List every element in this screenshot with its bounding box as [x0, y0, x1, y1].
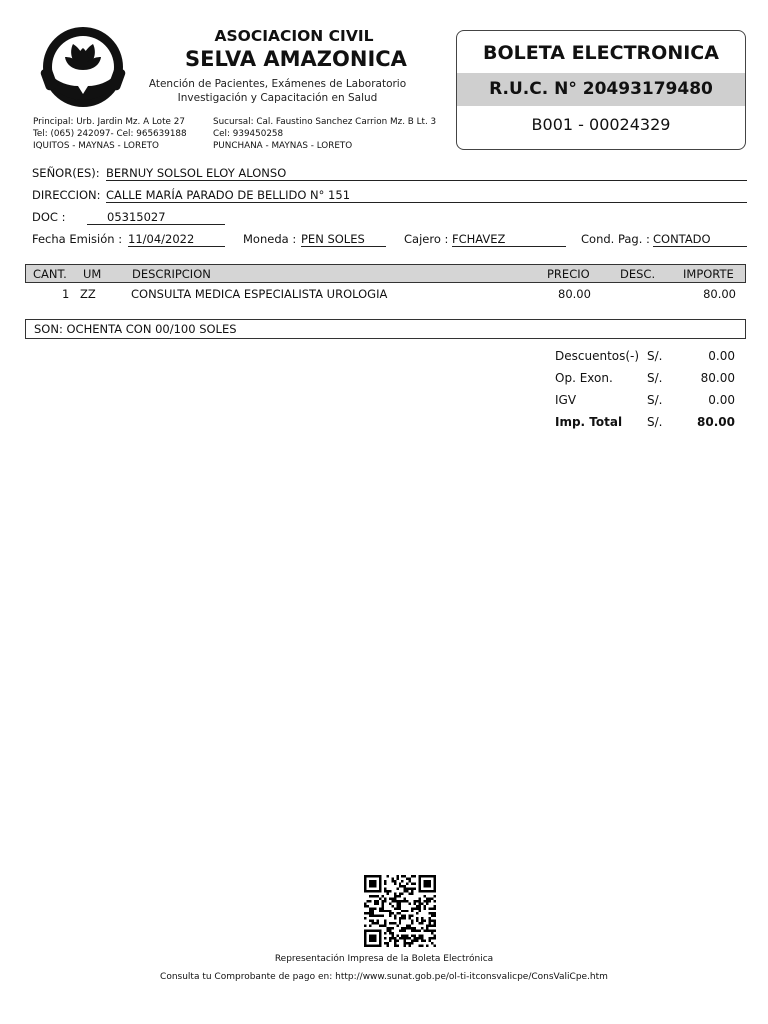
- fecha-value: 11/04/2022: [128, 232, 225, 247]
- total-value-op-exon: 80.00: [700, 371, 735, 385]
- amount-in-words-box: [25, 319, 746, 339]
- amount-in-words: SON: OCHENTA CON 00/100 SOLES: [34, 322, 237, 336]
- organization-tagline: [140, 77, 415, 105]
- totals-block: [550, 349, 740, 439]
- fecha-label: Fecha Emisión :: [32, 232, 123, 246]
- principal-address: [33, 116, 187, 152]
- total-value-imp-total: 80.00: [697, 415, 735, 429]
- cajero-label: Cajero :: [404, 232, 449, 246]
- row-descripcion: CONSULTA MEDICA ESPECIALISTA UROLOGIA: [131, 287, 388, 301]
- document-id-box: [456, 30, 746, 150]
- row-precio: 80.00: [558, 287, 591, 301]
- ruc-number: R.U.C. N° 20493179480: [457, 73, 745, 106]
- total-value-descuentos: 0.00: [708, 349, 735, 363]
- principal-line-2: Tel: (065) 242097- Cel: 965639188: [33, 129, 187, 139]
- total-label-igv: IGV: [555, 393, 577, 407]
- total-label-imp-total: Imp. Total: [555, 415, 623, 429]
- total-label-op-exon: Op. Exon.: [555, 371, 613, 385]
- header-precio: PRECIO: [547, 267, 590, 281]
- tagline-line-1: Atención de Pacientes, Exámenes de Laboratorio: [148, 78, 407, 90]
- row-importe: 80.00: [703, 287, 736, 301]
- cond-label: Cond. Pag. :: [581, 232, 650, 246]
- cond-value: CONTADO: [653, 232, 747, 247]
- total-label-descuentos: Descuentos(-): [555, 349, 640, 363]
- row-um: ZZ: [80, 287, 96, 301]
- items-table-header: [25, 264, 746, 283]
- moneda-label: Moneda :: [243, 232, 297, 246]
- doc-label: DOC :: [32, 210, 66, 224]
- total-currency-igv: S/.: [647, 393, 663, 407]
- document-number: B001 - 00024329: [531, 115, 671, 134]
- tagline-line-2: Investigación y Capacitación en Salud: [177, 92, 378, 104]
- doc-value: 05315027: [87, 210, 225, 225]
- header-importe: IMPORTE: [683, 267, 734, 281]
- table-row: [25, 287, 744, 303]
- sucursal-line-1: Sucursal: Cal. Faustino Sanchez Carrion Mz. B Lt. 3: [213, 117, 437, 127]
- organization-name: SELVA AMAZONICA: [185, 47, 407, 71]
- total-currency-op-exon: S/.: [647, 371, 663, 385]
- principal-line-1: Principal: Urb. Jardin Mz. A Lote 27: [33, 117, 185, 127]
- row-cant: 1: [62, 287, 70, 301]
- document-type: BOLETA ELECTRONICA: [483, 42, 719, 64]
- organization-title: ASOCIACION CIVIL: [214, 27, 374, 45]
- total-currency-descuentos: S/.: [647, 349, 663, 363]
- direccion-label: DIRECCION:: [32, 188, 101, 202]
- cajero-value: FCHAVEZ: [452, 232, 566, 247]
- principal-line-3: IQUITOS - MAYNAS - LORETO: [33, 141, 159, 151]
- sucursal-line-2: Cel: 939450258: [213, 129, 284, 139]
- qr-code: [364, 875, 436, 947]
- organization-logo: [38, 24, 128, 110]
- header-descripcion: DESCRIPCION: [132, 267, 211, 281]
- senor-value: BERNUY SOLSOL ELOY ALONSO: [106, 166, 747, 181]
- footer-representation: Representación Impresa de la Boleta Electrónica: [274, 954, 494, 964]
- header-cant: CANT.: [33, 267, 67, 281]
- direccion-value: CALLE MARÍA PARADO DE BELLIDO N° 151: [106, 188, 747, 203]
- footer-consulta: Consulta tu Comprobante de pago en: http://www.sunat.gob.pe/ol-ti-itconsvalicpe/ConsValiCpe.htm: [160, 972, 608, 982]
- sucursal-address: [213, 116, 436, 152]
- header-um: UM: [83, 267, 102, 281]
- total-value-igv: 0.00: [708, 393, 735, 407]
- header-desc: DESC.: [620, 267, 656, 281]
- moneda-value: PEN SOLES: [301, 232, 386, 247]
- sucursal-line-3: PUNCHANA - MAYNAS - LORETO: [213, 141, 353, 151]
- senor-label: SEÑOR(ES):: [32, 166, 100, 180]
- total-currency-imp-total: S/.: [647, 415, 663, 429]
